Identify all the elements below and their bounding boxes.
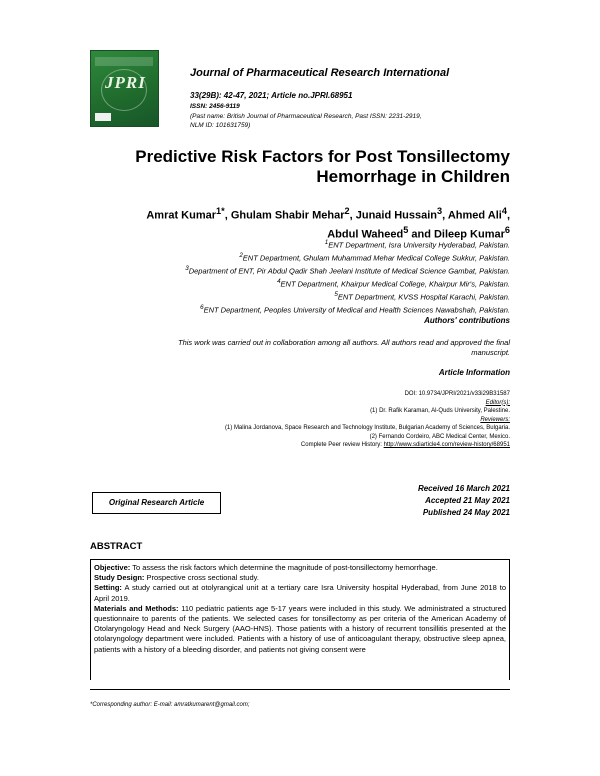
journal-cover-image bbox=[90, 50, 159, 127]
reviewer: (1) Malina Jordanova, Space Research and Technology Institute, Bulgarian Academy of Sciences, Bulgaria. bbox=[224, 425, 510, 431]
abstract-box: Objective: To assess the risk factors which determine the magnitude of post-tonsillectomy hemorrhage. Study Design: Prospective cross sectional study. Setting: A study carried out at otolyrangical unit at a tertiary care Isra University hospital Hyderabad, from June 2018 to April 2019. Materials and Methods: 110 pediatric patients age 5-17 years were included in this study. We administrated a structured questionnaire to parents of the patients. We selected cases for tonsillectomy as per criteria of the American Academy of Otolaryngology Head and Neck Surgery (AAO-HNS). Those patients with a history of recurrent tonsillitis presented at the otolaryngology department were included. Patients with a history of use of anticoagulant therapy, obstructive sleep apnea, patients with a history of a bleeding disorder, and patients not giving consent were bbox=[90, 559, 510, 680]
reviewers-label: Reviewers: bbox=[480, 416, 510, 423]
editor-label: Editor(s): bbox=[485, 399, 510, 406]
paper-title: Predictive Risk Factors for Post Tonsillectomy Hemorrhage in Children bbox=[135, 147, 510, 186]
author-sup: 2 bbox=[344, 206, 350, 216]
author-name: Amrat Kumar bbox=[146, 209, 217, 222]
affiliation: $^4$ENT Department, Khairpur Medical College, Khairpur Mir's, Pakistan. bbox=[277, 278, 510, 289]
affiliations bbox=[80, 238, 510, 316]
author-sup: 4 bbox=[501, 206, 507, 216]
abstract-heading: ABSTRACT bbox=[90, 541, 143, 552]
affiliation: $^2$ENT Department, Ghulam Muhammad Mehar Medical College Sukkur, Pakistan. bbox=[239, 252, 510, 263]
peer-review-label: Complete Peer review History: bbox=[300, 442, 384, 448]
affiliation: $^3$Department of ENT, Pir Abdul Qadir Shah Jeelani Institute of Medical Science Gambat, Pakistan. bbox=[185, 265, 510, 276]
journal-issue: 33(29B): 42-47, 2021; Article no.JPRI.68951 bbox=[190, 91, 353, 100]
accepted-date: Accepted 21 May 2021 bbox=[425, 496, 510, 505]
author-name: Ahmed Ali bbox=[447, 209, 502, 222]
author-name: Ghulam Shabir Mehar bbox=[230, 209, 345, 222]
received-date: Received 16 March 2021 bbox=[417, 484, 510, 493]
journal-name: Journal of Pharmaceutical Research International bbox=[190, 67, 450, 79]
article-info bbox=[80, 390, 510, 450]
contributions-heading: Authors' contributions bbox=[424, 316, 510, 325]
corresponding-author-footnote: *Corresponding author: E-mail: amratkumarent@gmail.com; bbox=[90, 702, 250, 708]
editor: (1) Dr. Rafik Karaman, Al-Quds University, Palestine. bbox=[370, 408, 510, 414]
article-dates bbox=[300, 483, 510, 519]
doi: DOI: 10.9734/JPRI/2021/v33i29B31587 bbox=[404, 391, 510, 397]
journal-cover-logo: JPRI bbox=[105, 73, 146, 92]
author-name: Junaid Hussain bbox=[355, 209, 438, 222]
article-type-box: Original Research Article bbox=[92, 492, 221, 514]
author-list: Amrat Kumar$^{1*}$, Ghulam Shabir Mehar$^2$, Junaid Hussain$^3$, Ahmed Ali$^4$, Abdul Waheed$^5$ and Dileep Kumar$^6$ bbox=[146, 206, 510, 241]
author-sup: 5 bbox=[403, 224, 409, 235]
article-info-heading: Article Information bbox=[438, 368, 510, 377]
author-name: Dileep Kumar bbox=[433, 228, 505, 241]
journal-past-name: (Past name: British Journal of Pharmaceutical Research, Past ISSN: 2231-2919, NLM ID: 101631759) bbox=[190, 113, 422, 129]
footnote-divider bbox=[90, 689, 510, 690]
affiliation: $^1$ENT Department, Isra University Hyderabad, Pakistan. bbox=[324, 239, 510, 250]
contributions-text: This work was carried out in collaboration among all authors. All authors read and approved the final manuscript. bbox=[178, 338, 510, 357]
affiliation: $^6$ENT Department, Peoples University of Medical and Health Sciences Nawabshah, Pakistan. bbox=[200, 304, 510, 315]
author-name: Abdul Waheed bbox=[327, 228, 404, 241]
author-sup: 6 bbox=[504, 224, 510, 235]
reviewer: (2) Fernando Cordeiro, ABC Medical Center, Mexico. bbox=[369, 433, 510, 440]
affiliation: $^5$ENT Department, KVSS Hospital Karachi, Pakistan. bbox=[334, 291, 510, 302]
peer-review-link[interactable]: http://www.sdiarticle4.com/review-history/68951 bbox=[383, 442, 510, 448]
published-date: Published 24 May 2021 bbox=[422, 508, 510, 517]
author-sup: 1* bbox=[216, 206, 225, 216]
author-sup: 3 bbox=[437, 206, 443, 216]
journal-issn: ISSN: 2456-9119 bbox=[190, 103, 240, 110]
